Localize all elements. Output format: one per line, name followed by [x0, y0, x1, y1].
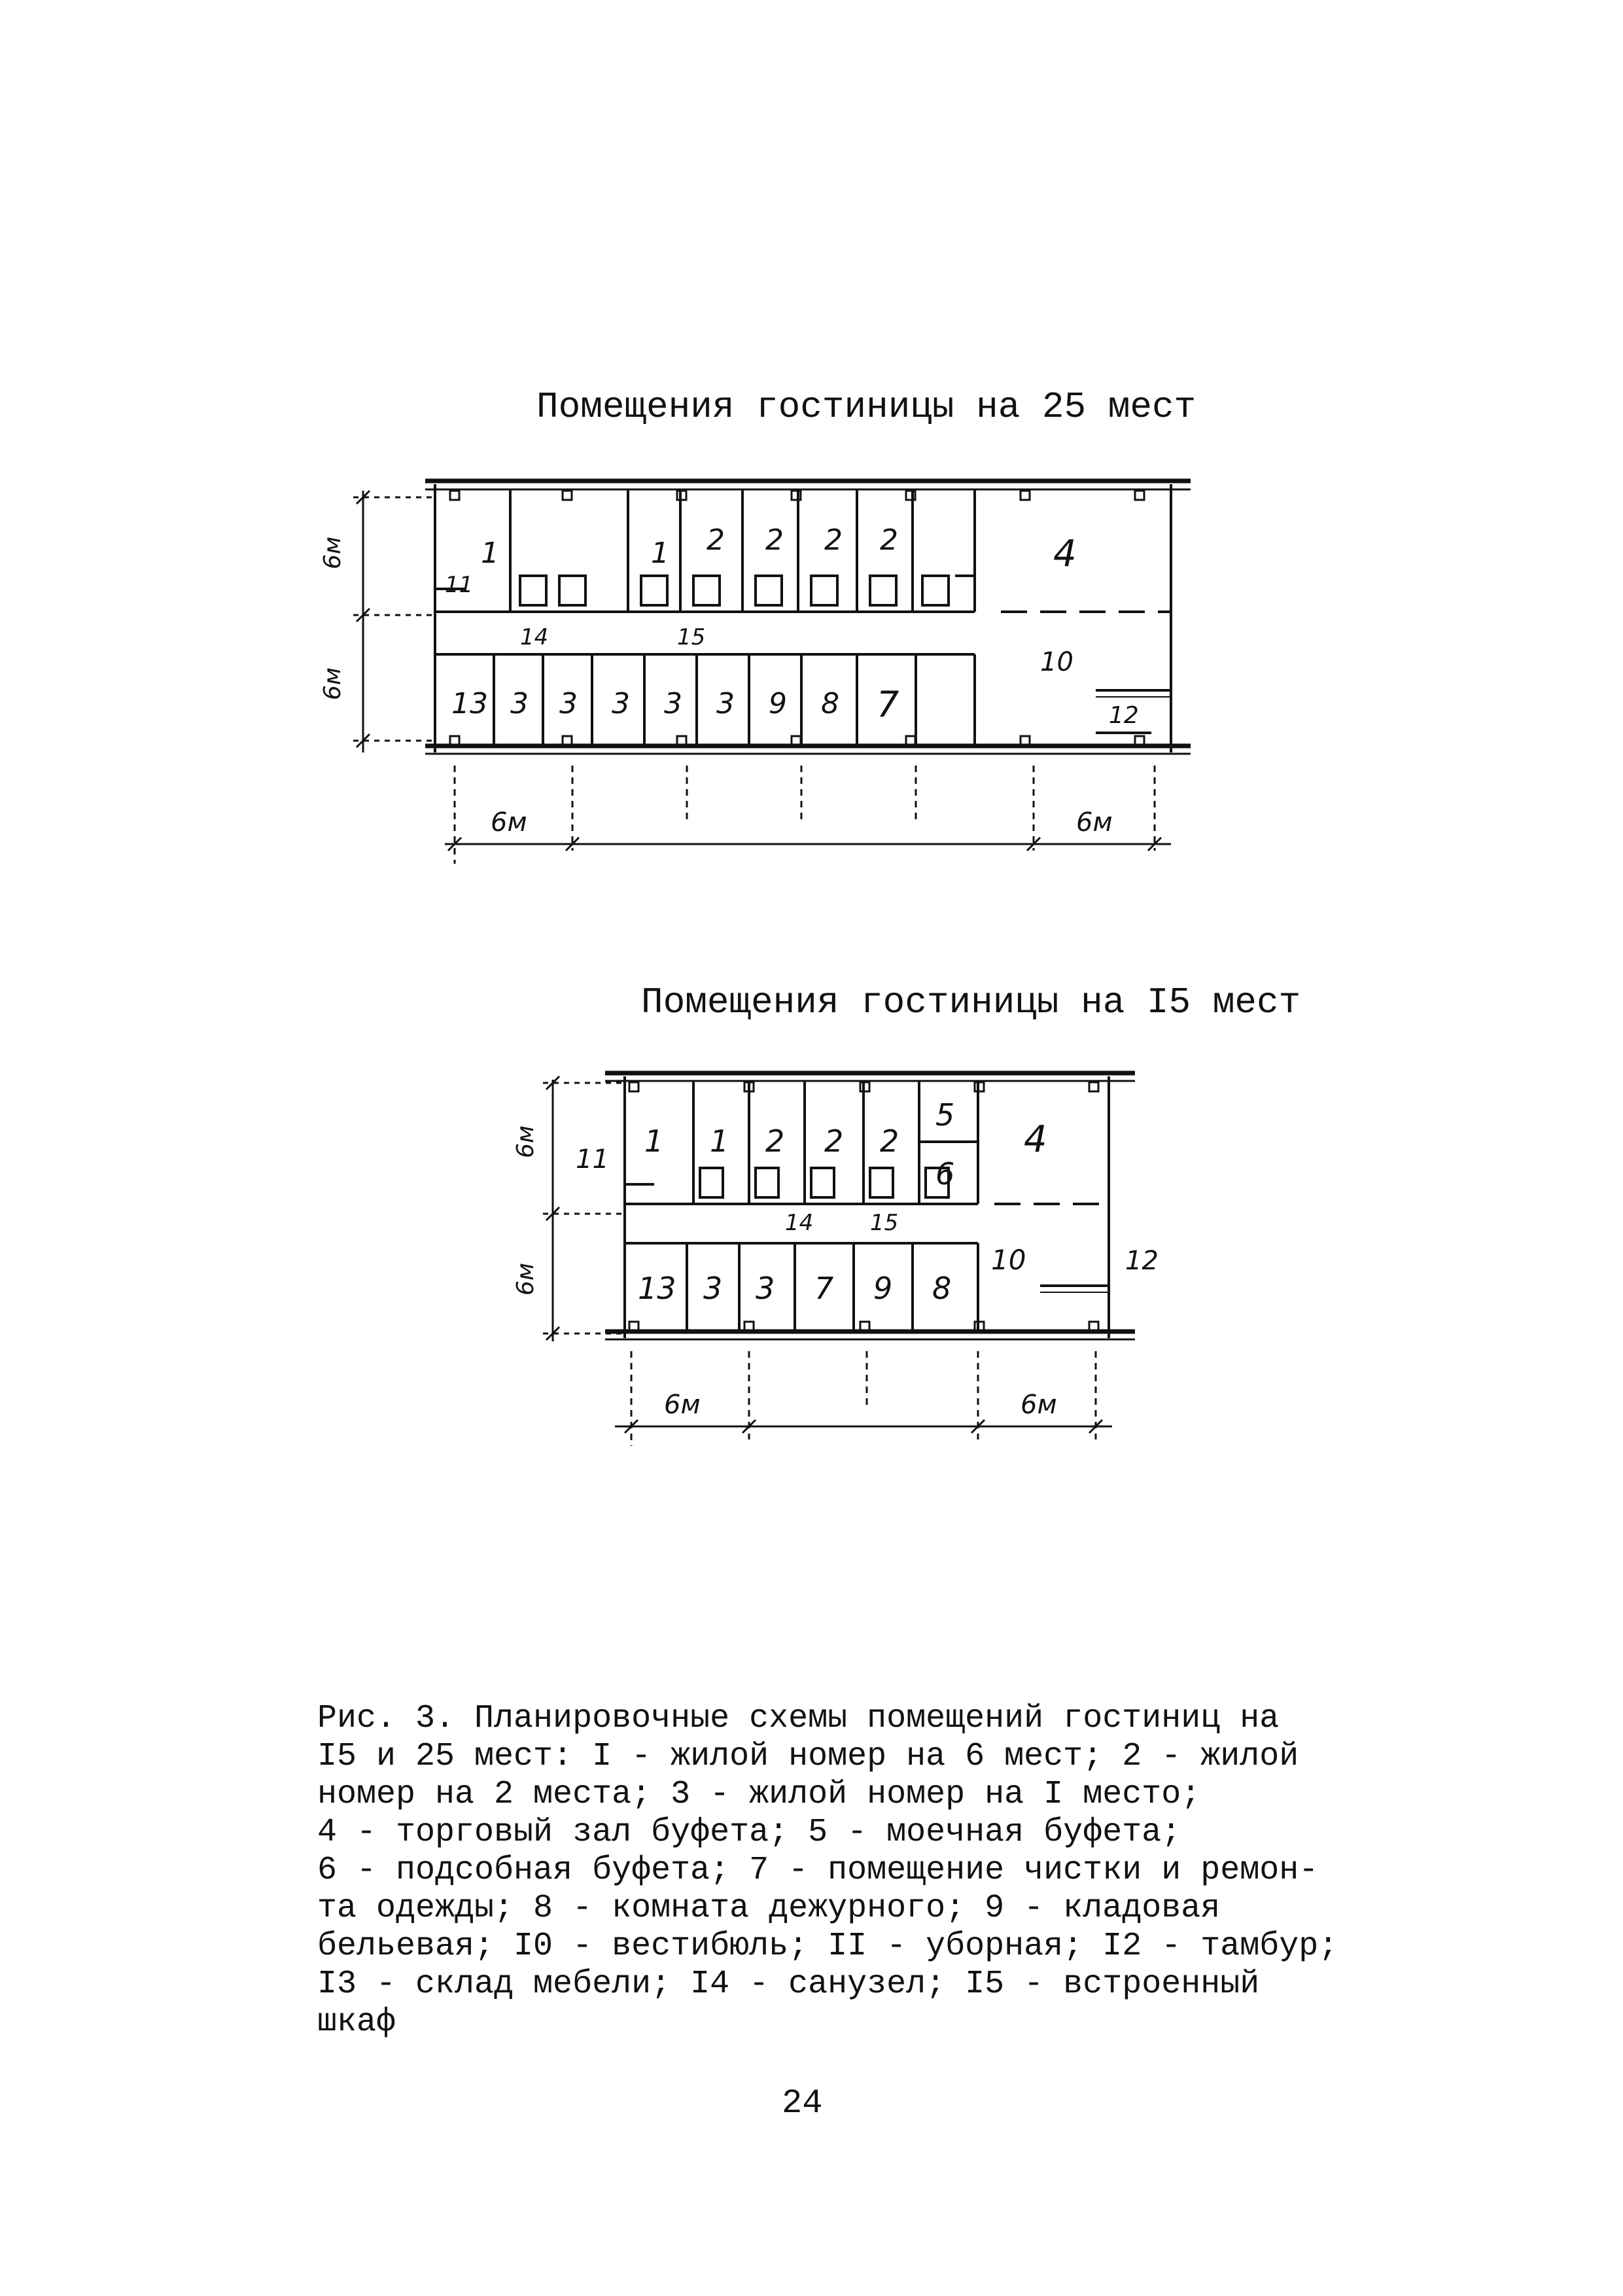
dimension-label: 6м — [1076, 807, 1113, 838]
room-label: 13 — [638, 1271, 676, 1306]
dimension-label: 6м — [319, 667, 346, 700]
bathroom-label: 14 — [520, 624, 549, 650]
room-label: 4 — [1024, 1118, 1047, 1161]
outer-walls — [425, 481, 1191, 754]
room-label: 13 — [451, 687, 488, 720]
room-label: 4 — [1053, 533, 1077, 575]
dimension-label: 6м — [319, 536, 346, 569]
room-label: 8 — [821, 687, 839, 720]
room-label: 1 — [644, 1123, 664, 1159]
room-label: 2 — [824, 1123, 844, 1159]
vertical-dimension — [543, 1076, 625, 1341]
caption-line: I3 - склад мебели; I4 - санузел; I5 - встроенный — [317, 1966, 1260, 2003]
tambour-label: 12 — [1109, 702, 1139, 729]
room-label: 2 — [880, 1123, 899, 1159]
room-label: 1 — [710, 1123, 729, 1159]
room-label: 7 — [877, 684, 899, 725]
room-label: 2 — [765, 1123, 785, 1159]
floor-plan-15-places — [497, 1053, 1164, 1459]
vertical-dimension — [353, 491, 435, 752]
room-label: 1 — [651, 537, 669, 570]
room-label: 1 — [481, 537, 499, 570]
tambour-label: 12 — [1125, 1246, 1159, 1276]
room-label: 3 — [559, 687, 578, 720]
horizontal-dimension — [445, 766, 1171, 864]
caption-line: номер на 2 места; 3 - жилой номер на I место; — [317, 1776, 1201, 1813]
caption-line: бельевая; I0 - вестибюль; II - уборная; I2 - тамбур; — [317, 1928, 1338, 1965]
wardrobe-label: 15 — [677, 624, 706, 650]
vestibule-label: 10 — [991, 1244, 1026, 1276]
room-label: 9 — [769, 687, 787, 720]
room-label: 6 — [935, 1156, 955, 1192]
room-label: 3 — [612, 687, 630, 720]
caption-line: шкаф — [317, 2004, 396, 2041]
vestibule-label: 10 — [1040, 647, 1073, 677]
plan-25-title: Помещения гостиницы на 25 мест — [536, 386, 1196, 428]
room-label: 9 — [873, 1271, 893, 1306]
room-label: 3 — [716, 687, 735, 720]
room-label: 7 — [814, 1271, 834, 1306]
bathroom-label: 14 — [785, 1210, 814, 1236]
room-label: 2 — [707, 523, 725, 557]
room-label: 2 — [824, 523, 843, 557]
room-label: 2 — [880, 523, 898, 557]
dimension-label: 6м — [512, 1125, 539, 1158]
room-label: 3 — [510, 687, 529, 720]
lower-partitions — [625, 1243, 1109, 1332]
room-label: 3 — [664, 687, 682, 720]
caption-line: 4 - торговый зал буфета; 5 - моечная буфета; — [317, 1814, 1181, 1851]
room-label: 8 — [932, 1271, 952, 1306]
room-label: 3 — [703, 1271, 723, 1306]
room-label: 2 — [765, 523, 784, 557]
outer-walls — [605, 1073, 1135, 1339]
caption-line: I5 и 25 мест: I - жилой номер на 6 мест; 2 - жилой — [317, 1738, 1299, 1775]
wardrobe-label: 15 — [870, 1210, 899, 1236]
room-label: 5 — [935, 1097, 955, 1133]
dimension-label: 6м — [664, 1390, 701, 1420]
page-number: 24 — [782, 2084, 823, 2123]
room-label: 3 — [756, 1271, 775, 1306]
floor-plan-25-places — [314, 458, 1230, 877]
dimension-label: 6м — [512, 1262, 539, 1296]
caption-line: Рис. 3. Планировочные схемы помещений гостиниц на — [317, 1700, 1280, 1737]
caption-line: 6 - подсобная буфета; 7 - помещение чистки и ремон- — [317, 1852, 1319, 1889]
caption-line: та одежды; 8 - комната дежурного; 9 - кладовая — [317, 1890, 1221, 1927]
toilet-label: 11 — [445, 572, 474, 598]
toilet-label: 11 — [576, 1144, 609, 1174]
plan-15-title: Помещения гостиницы на I5 мест — [641, 981, 1301, 1023]
dimension-label: 6м — [491, 807, 527, 838]
dimension-label: 6м — [1021, 1390, 1057, 1420]
figure-caption — [317, 1700, 1357, 2041]
